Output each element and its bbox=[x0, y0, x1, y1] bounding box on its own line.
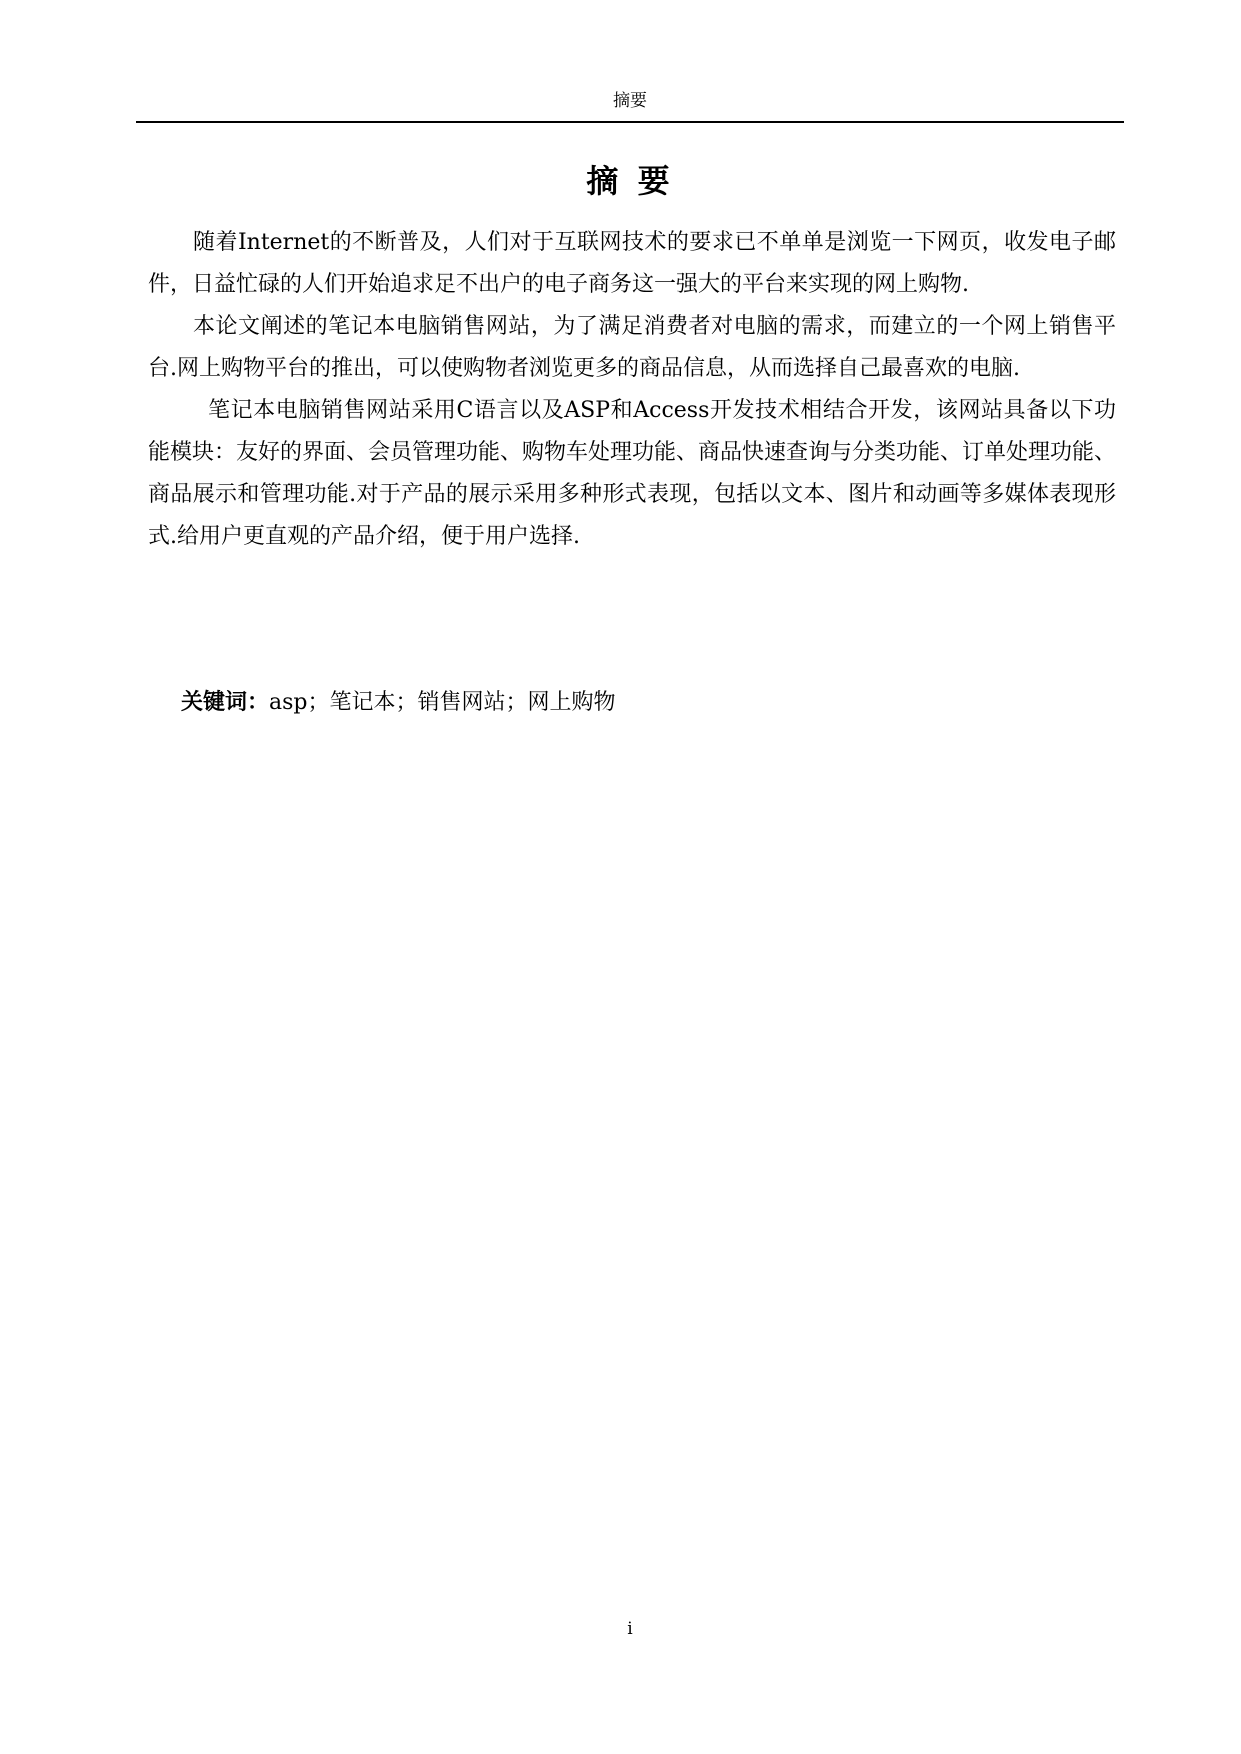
keywords-line bbox=[181, 683, 616, 723]
header-rule bbox=[136, 121, 1124, 123]
page-number: i bbox=[627, 1619, 633, 1639]
keywords-value: asp；笔记本；销售网站；网上购物 bbox=[269, 690, 616, 715]
abstract-paragraph-2: 本论文阐述的笔记本电脑销售网站，为了满足消费者对电脑的需求，而建立的一个网上销售平台.网上购物平台的推出，可以使购物者浏览更多的商品信息，从而选择自己最喜欢的电脑. bbox=[148, 314, 1116, 381]
abstract-body bbox=[148, 222, 1116, 558]
abstract-paragraph-3: 笔记本电脑销售网站采用C语言以及ASP和Access开发技术相结合开发，该网站具备以下功能模块：友好的界面、会员管理功能、购物车处理功能、商品快速查询与分类功能、订单处理功能、商品展示和管理功能.对于产品的展示采用多种形式表现，包括以文本、图片和动画等多媒体表现形式.给用户更直观的产品介绍，便于用户选择. bbox=[148, 398, 1117, 549]
abstract-paragraph-1: 随着Internet的不断普及，人们对于互联网技术的要求已不单单是浏览一下网页，收发电子邮件，日益忙碌的人们开始追求足不出户的电子商务这一强大的平台来实现的网上购物. bbox=[148, 230, 1116, 297]
running-header: 摘要 bbox=[613, 91, 647, 111]
keywords-label: 关键词： bbox=[181, 690, 270, 715]
page-title: 摘 要 bbox=[586, 162, 674, 200]
